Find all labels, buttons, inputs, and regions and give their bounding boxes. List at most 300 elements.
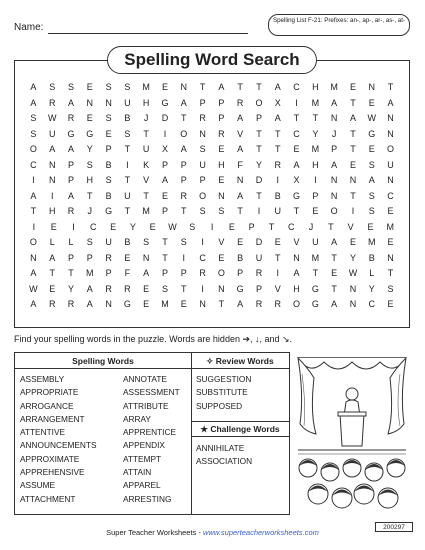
grid-letter[interactable]: V: [347, 221, 354, 232]
grid-letter[interactable]: U: [312, 237, 319, 247]
grid-letter[interactable]: E: [110, 221, 117, 232]
grid-letter[interactable]: A: [49, 144, 56, 154]
grid-letter[interactable]: U: [142, 144, 150, 154]
grid-letter[interactable]: U: [105, 237, 112, 247]
grid-letter[interactable]: T: [181, 206, 187, 216]
grid-letter[interactable]: S: [218, 206, 225, 216]
grid-letter[interactable]: P: [199, 97, 206, 108]
grid-letter[interactable]: B: [274, 190, 281, 201]
grid-letter[interactable]: N: [330, 175, 338, 185]
grid-letter[interactable]: B: [124, 237, 131, 247]
grid-letter[interactable]: E: [124, 252, 131, 263]
grid-letter[interactable]: F: [237, 159, 243, 170]
grid-letter[interactable]: T: [275, 144, 281, 154]
grid-letter[interactable]: A: [368, 175, 375, 185]
grid-letter[interactable]: P: [67, 175, 74, 185]
grid-letter[interactable]: A: [331, 159, 338, 170]
grid-letter[interactable]: T: [162, 252, 168, 263]
grid-letter[interactable]: M: [161, 299, 169, 309]
grid-letter[interactable]: S: [368, 206, 375, 216]
grid-letter[interactable]: G: [123, 299, 131, 309]
grid-letter[interactable]: A: [86, 283, 93, 294]
grid-letter[interactable]: S: [86, 237, 93, 247]
grid-letter[interactable]: G: [67, 128, 75, 139]
grid-letter[interactable]: G: [236, 283, 244, 294]
grid-letter[interactable]: U: [124, 190, 131, 201]
grid-letter[interactable]: U: [274, 206, 281, 216]
grid-letter[interactable]: A: [67, 97, 74, 108]
grid-letter[interactable]: C: [387, 190, 394, 201]
grid-letter[interactable]: P: [180, 268, 187, 278]
footer-url[interactable]: www.superteacherworksheets.com: [202, 528, 319, 537]
grid-letter[interactable]: B: [124, 113, 131, 123]
grid-letter[interactable]: S: [105, 113, 112, 123]
grid-letter[interactable]: I: [32, 175, 35, 185]
grid-letter[interactable]: A: [331, 97, 338, 108]
grid-letter[interactable]: N: [330, 113, 338, 123]
grid-letter[interactable]: G: [368, 128, 376, 139]
grid-letter[interactable]: G: [311, 283, 319, 294]
grid-letter[interactable]: A: [67, 144, 74, 154]
grid-letter[interactable]: A: [387, 97, 394, 108]
grid-letter[interactable]: C: [90, 221, 97, 232]
grid-letter[interactable]: N: [142, 252, 150, 263]
grid-letter[interactable]: E: [274, 237, 281, 247]
grid-letter[interactable]: N: [349, 283, 357, 294]
grid-letter[interactable]: A: [331, 237, 338, 247]
grid-letter[interactable]: W: [168, 221, 177, 232]
grid-letter[interactable]: N: [236, 175, 244, 185]
grid-letter[interactable]: P: [161, 268, 168, 278]
grid-letter[interactable]: S: [49, 82, 56, 92]
grid-letter[interactable]: Y: [349, 252, 356, 263]
grid-letter[interactable]: G: [311, 299, 319, 309]
grid-letter[interactable]: A: [237, 113, 244, 123]
grid-letter[interactable]: E: [312, 206, 319, 216]
grid-letter[interactable]: W: [47, 113, 57, 123]
grid-letter[interactable]: T: [312, 268, 319, 278]
grid-letter[interactable]: T: [312, 113, 319, 123]
grid-letter[interactable]: L: [68, 237, 74, 247]
grid-letter[interactable]: T: [87, 190, 93, 201]
grid-letter[interactable]: S: [143, 237, 150, 247]
grid-letter[interactable]: E: [349, 159, 356, 170]
grid-letter[interactable]: T: [237, 82, 243, 92]
grid-letter[interactable]: E: [367, 221, 374, 232]
grid-letter[interactable]: T: [143, 190, 149, 201]
grid-letter[interactable]: M: [86, 268, 94, 278]
grid-letter[interactable]: E: [161, 190, 168, 201]
grid-letter[interactable]: I: [276, 175, 280, 185]
grid-letter[interactable]: S: [161, 283, 168, 294]
grid-letter[interactable]: Y: [86, 144, 93, 154]
grid-letter[interactable]: S: [368, 159, 375, 170]
grid-letter[interactable]: I: [201, 283, 204, 294]
grid-letter[interactable]: A: [274, 113, 281, 123]
grid-letter[interactable]: V: [237, 128, 244, 139]
grid-letter[interactable]: S: [86, 159, 93, 170]
grid-letter[interactable]: T: [331, 283, 337, 294]
grid-letter[interactable]: G: [105, 206, 113, 216]
grid-letter[interactable]: E: [105, 128, 112, 139]
grid-letter[interactable]: M: [330, 82, 338, 92]
grid-letter[interactable]: U: [387, 159, 394, 170]
grid-letter[interactable]: J: [87, 206, 93, 216]
grid-letter[interactable]: S: [124, 82, 131, 92]
grid-letter[interactable]: L: [49, 237, 55, 247]
grid-letter[interactable]: T: [124, 206, 131, 216]
grid-letter[interactable]: W: [29, 283, 38, 294]
grid-letter[interactable]: S: [124, 128, 131, 139]
grid-letter[interactable]: P: [180, 159, 187, 170]
grid-letter[interactable]: E: [368, 97, 375, 108]
grid-letter[interactable]: N: [293, 252, 300, 263]
grid-letter[interactable]: R: [105, 283, 112, 294]
grid-letter[interactable]: W: [348, 268, 358, 278]
grid-letter[interactable]: U: [124, 97, 131, 108]
grid-letter[interactable]: R: [105, 252, 112, 263]
grid-letter[interactable]: S: [105, 82, 112, 92]
grid-letter[interactable]: H: [48, 206, 56, 216]
grid-letter[interactable]: T: [328, 221, 334, 232]
grid-letter[interactable]: M: [311, 144, 320, 154]
grid-letter[interactable]: S: [30, 113, 37, 123]
grid-letter[interactable]: E: [143, 299, 150, 309]
grid-letter[interactable]: T: [181, 283, 187, 294]
grid-letter[interactable]: O: [29, 237, 37, 247]
grid-letter[interactable]: S: [180, 237, 187, 247]
grid-letter[interactable]: J: [331, 128, 337, 139]
grid-letter[interactable]: M: [142, 206, 150, 216]
grid-letter[interactable]: S: [105, 175, 112, 185]
grid-letter[interactable]: F: [124, 268, 131, 278]
grid-letter[interactable]: V: [293, 237, 300, 247]
grid-letter[interactable]: O: [29, 144, 37, 154]
grid-letter[interactable]: H: [142, 97, 150, 108]
grid-letter[interactable]: S: [368, 190, 375, 201]
grid-letter[interactable]: P: [255, 283, 262, 294]
grid-letter[interactable]: E: [387, 206, 394, 216]
grid-letter[interactable]: I: [50, 190, 54, 201]
grid-letter[interactable]: E: [50, 221, 57, 232]
name-line[interactable]: [48, 33, 248, 34]
grid-letter[interactable]: A: [180, 97, 187, 108]
grid-letter[interactable]: C: [293, 82, 300, 92]
grid-letter[interactable]: O: [387, 144, 395, 154]
grid-letter[interactable]: E: [86, 113, 93, 123]
grid-letter[interactable]: E: [228, 221, 235, 232]
grid-letter[interactable]: N: [387, 113, 394, 123]
grid-letter[interactable]: T: [30, 206, 37, 216]
grid-letter[interactable]: J: [308, 221, 314, 232]
grid-letter[interactable]: S: [387, 283, 394, 294]
grid-letter[interactable]: B: [105, 159, 112, 170]
grid-letter[interactable]: P: [67, 252, 74, 263]
grid-letter[interactable]: A: [30, 82, 37, 92]
grid-letter[interactable]: H: [86, 175, 94, 185]
grid-letter[interactable]: T: [162, 237, 168, 247]
grid-letter[interactable]: V: [143, 175, 150, 185]
grid-letter[interactable]: R: [48, 97, 56, 108]
grid-letter[interactable]: P: [86, 252, 93, 263]
grid-letter[interactable]: I: [257, 206, 261, 216]
grid-letter[interactable]: A: [30, 268, 37, 278]
grid-letter[interactable]: D: [255, 237, 263, 247]
grid-letter[interactable]: E: [143, 283, 150, 294]
grid-letter[interactable]: N: [105, 97, 112, 108]
grid-letter[interactable]: A: [143, 268, 150, 278]
grid-letter[interactable]: H: [218, 159, 225, 170]
grid-letter[interactable]: M: [142, 82, 150, 92]
grid-letter[interactable]: E: [218, 252, 225, 263]
grid-letter[interactable]: N: [387, 128, 394, 139]
grid-letter[interactable]: N: [86, 97, 94, 108]
grid-letter[interactable]: P: [161, 159, 168, 170]
grid-letter[interactable]: N: [349, 175, 357, 185]
grid-letter[interactable]: O: [180, 128, 188, 139]
grid-letter[interactable]: B: [105, 190, 112, 201]
grid-letter[interactable]: S: [199, 144, 206, 154]
grid-letter[interactable]: P: [218, 97, 225, 108]
grid-letter[interactable]: W: [367, 113, 376, 123]
grid-letter[interactable]: R: [255, 268, 263, 278]
grid-letter[interactable]: B: [237, 252, 244, 263]
grid-letter[interactable]: N: [30, 252, 37, 263]
grid-letter[interactable]: P: [255, 113, 262, 123]
grid-letter[interactable]: E: [86, 82, 93, 92]
grid-letter[interactable]: V: [274, 283, 281, 294]
grid-letter[interactable]: R: [180, 190, 188, 201]
grid-letter[interactable]: T: [350, 97, 356, 108]
grid-letter[interactable]: T: [268, 221, 275, 232]
grid-letter[interactable]: T: [124, 175, 131, 185]
grid-letter[interactable]: P: [180, 175, 187, 185]
grid-letter[interactable]: C: [288, 221, 295, 232]
grid-letter[interactable]: A: [274, 82, 281, 92]
grid-letter[interactable]: P: [312, 190, 319, 201]
grid-letter[interactable]: T: [293, 206, 300, 216]
grid-letter[interactable]: A: [218, 82, 225, 92]
grid-letter[interactable]: N: [218, 283, 225, 294]
grid-letter[interactable]: R: [48, 299, 56, 309]
grid-letter[interactable]: H: [312, 82, 319, 92]
grid-letter[interactable]: T: [293, 113, 300, 123]
grid-letter[interactable]: C: [293, 128, 300, 139]
grid-letter[interactable]: A: [293, 159, 300, 170]
grid-letter[interactable]: T: [350, 190, 356, 201]
grid-letter[interactable]: N: [330, 190, 338, 201]
grid-letter[interactable]: S: [30, 128, 37, 139]
grid-letter[interactable]: Y: [67, 283, 74, 294]
grid-letter[interactable]: A: [49, 252, 56, 263]
grid-letter[interactable]: Y: [255, 159, 262, 170]
grid-letter[interactable]: T: [199, 82, 206, 92]
grid-letter[interactable]: P: [248, 221, 255, 232]
grid-letter[interactable]: E: [293, 144, 300, 154]
grid-letter[interactable]: N: [199, 128, 206, 139]
grid-letter[interactable]: N: [48, 159, 56, 170]
grid-letter[interactable]: R: [199, 268, 206, 278]
grid-letter[interactable]: A: [237, 144, 244, 154]
grid-letter[interactable]: G: [293, 190, 301, 201]
grid-letter[interactable]: R: [274, 159, 281, 170]
grid-letter[interactable]: C: [199, 252, 206, 263]
grid-letter[interactable]: U: [255, 252, 263, 263]
grid-letter[interactable]: I: [351, 206, 355, 216]
grid-letter[interactable]: E: [237, 237, 244, 247]
grid-letter[interactable]: T: [350, 128, 356, 139]
grid-letter[interactable]: M: [311, 97, 320, 108]
grid-letter[interactable]: R: [124, 283, 131, 294]
grid-letter[interactable]: T: [256, 82, 262, 92]
grid-letter[interactable]: T: [256, 190, 262, 201]
grid-letter[interactable]: I: [201, 237, 204, 247]
grid-letter[interactable]: M: [367, 237, 376, 247]
grid-letter[interactable]: N: [180, 82, 188, 92]
grid-letter[interactable]: J: [143, 113, 149, 123]
grid-letter[interactable]: A: [30, 97, 37, 108]
grid-letter[interactable]: E: [331, 268, 338, 278]
grid-letter[interactable]: K: [143, 159, 150, 170]
grid-letter[interactable]: I: [32, 221, 36, 232]
grid-letter[interactable]: L: [369, 268, 375, 278]
grid-letter[interactable]: Y: [129, 221, 136, 232]
grid-letter[interactable]: A: [86, 299, 93, 309]
grid-letter[interactable]: N: [218, 190, 225, 201]
grid-letter[interactable]: P: [237, 268, 244, 278]
grid-letter[interactable]: O: [330, 206, 338, 216]
grid-letter[interactable]: I: [72, 221, 75, 232]
grid-letter[interactable]: N: [387, 252, 394, 263]
grid-letter[interactable]: E: [49, 283, 56, 294]
grid-letter[interactable]: P: [67, 159, 74, 170]
grid-letter[interactable]: T: [218, 299, 225, 309]
grid-letter[interactable]: R: [67, 299, 75, 309]
grid-letter[interactable]: A: [349, 113, 356, 123]
grid-letter[interactable]: A: [30, 299, 37, 309]
grid-letter[interactable]: P: [199, 175, 206, 185]
grid-letter[interactable]: E: [149, 221, 156, 232]
grid-letter[interactable]: P: [105, 268, 112, 278]
grid-letter[interactable]: S: [67, 82, 74, 92]
grid-letter[interactable]: E: [180, 299, 187, 309]
grid-letter[interactable]: A: [180, 144, 187, 154]
grid-letter[interactable]: R: [199, 113, 206, 123]
grid-letter[interactable]: E: [387, 299, 394, 309]
grid-letter[interactable]: H: [293, 283, 300, 294]
grid-letter[interactable]: R: [218, 128, 225, 139]
grid-letter[interactable]: T: [49, 268, 55, 278]
grid-letter[interactable]: C: [30, 159, 37, 170]
grid-letter[interactable]: E: [349, 237, 356, 247]
grid-letter[interactable]: N: [105, 299, 112, 309]
grid-letter[interactable]: T: [143, 128, 149, 139]
grid-letter[interactable]: X: [293, 175, 300, 185]
grid-letter[interactable]: I: [314, 175, 317, 185]
grid-letter[interactable]: V: [218, 237, 225, 247]
grid-letter[interactable]: T: [387, 82, 394, 92]
grid-letter[interactable]: O: [293, 299, 301, 309]
grid-letter[interactable]: I: [276, 268, 280, 278]
grid-letter[interactable]: P: [161, 206, 168, 216]
grid-letter[interactable]: R: [236, 97, 244, 108]
grid-letter[interactable]: A: [331, 299, 338, 309]
grid-letter[interactable]: C: [368, 299, 375, 309]
grid-letter[interactable]: T: [256, 144, 262, 154]
grid-letter[interactable]: I: [295, 97, 298, 108]
grid-letter[interactable]: P: [105, 144, 112, 154]
grid-letter[interactable]: E: [368, 144, 375, 154]
grid-letter[interactable]: Y: [312, 128, 319, 139]
grid-letter[interactable]: T: [331, 252, 337, 263]
grid-letter[interactable]: E: [349, 82, 356, 92]
grid-letter[interactable]: N: [349, 299, 357, 309]
grid-letter[interactable]: A: [293, 268, 300, 278]
grid-letter[interactable]: R: [67, 113, 75, 123]
grid-letter[interactable]: N: [48, 175, 56, 185]
grid-letter[interactable]: M: [386, 221, 394, 232]
grid-letter[interactable]: T: [124, 144, 131, 154]
grid-letter[interactable]: I: [163, 128, 167, 139]
grid-letter[interactable]: D: [161, 113, 169, 123]
grid-letter[interactable]: A: [161, 175, 168, 185]
grid-letter[interactable]: S: [189, 221, 196, 232]
grid-letter[interactable]: I: [210, 221, 214, 232]
grid-letter[interactable]: N: [368, 82, 375, 92]
grid-letter[interactable]: U: [48, 128, 56, 139]
grid-letter[interactable]: I: [182, 252, 186, 263]
grid-letter[interactable]: P: [331, 144, 338, 154]
grid-letter[interactable]: A: [30, 190, 37, 201]
grid-letter[interactable]: N: [387, 175, 394, 185]
grid-letter[interactable]: U: [199, 159, 206, 170]
grid-letter[interactable]: A: [237, 190, 244, 201]
grid-letter[interactable]: D: [255, 175, 263, 185]
grid-letter[interactable]: A: [237, 299, 244, 309]
grid-letter[interactable]: T: [237, 206, 243, 216]
grid-letter[interactable]: A: [67, 190, 74, 201]
grid-letter[interactable]: X: [161, 144, 168, 154]
grid-letter[interactable]: T: [68, 268, 74, 278]
grid-letter[interactable]: T: [256, 128, 262, 139]
grid-letter[interactable]: Y: [368, 283, 375, 294]
grid-letter[interactable]: T: [387, 268, 394, 278]
grid-letter[interactable]: G: [161, 97, 169, 108]
grid-letter[interactable]: S: [199, 206, 206, 216]
grid-letter[interactable]: E: [218, 144, 225, 154]
grid-letter[interactable]: X: [274, 97, 281, 108]
grid-letter[interactable]: T: [350, 144, 356, 154]
grid-letter[interactable]: R: [274, 299, 281, 309]
grid-letter[interactable]: E: [218, 175, 225, 185]
grid-letter[interactable]: P: [218, 113, 225, 123]
grid-letter[interactable]: B: [368, 252, 375, 263]
grid-letter[interactable]: M: [311, 252, 320, 263]
grid-letter[interactable]: O: [199, 190, 207, 201]
grid-letter[interactable]: E: [161, 82, 168, 92]
grid-letter[interactable]: R: [255, 299, 263, 309]
grid-letter[interactable]: T: [275, 252, 281, 263]
grid-letter[interactable]: E: [387, 237, 394, 247]
grid-letter[interactable]: T: [275, 128, 281, 139]
grid-letter[interactable]: R: [67, 206, 75, 216]
grid-letter[interactable]: O: [217, 268, 225, 278]
grid-letter[interactable]: T: [181, 113, 187, 123]
grid-letter[interactable]: N: [199, 299, 206, 309]
grid-letter[interactable]: I: [126, 159, 129, 170]
grid-letter[interactable]: G: [86, 128, 94, 139]
grid-letter[interactable]: O: [255, 97, 263, 108]
